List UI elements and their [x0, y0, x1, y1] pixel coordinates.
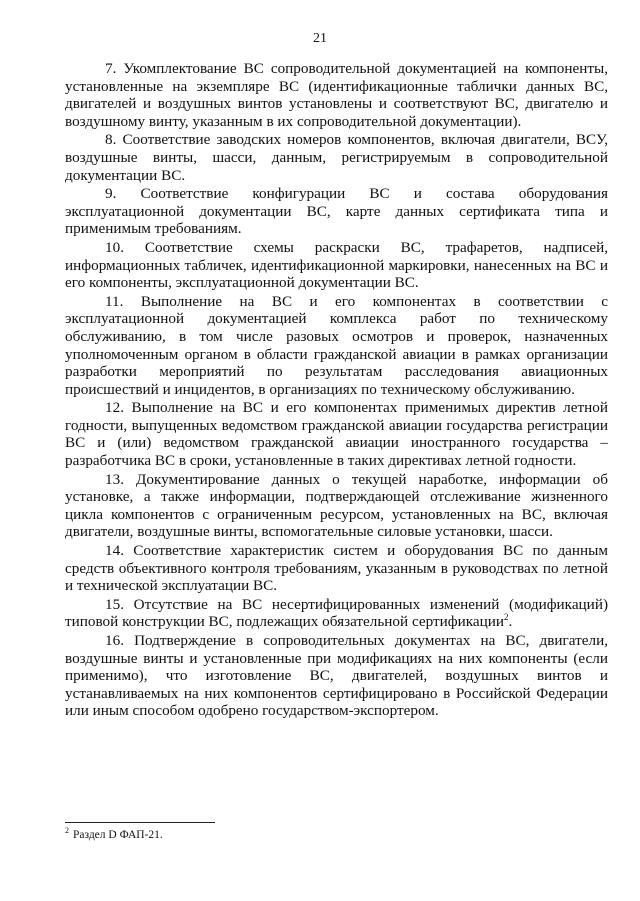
- footnote: [65, 828, 163, 842]
- paragraph-text: Выполнение на ВС и его компонентах в соответствии с эксплуатационной документацией комплекса работ по техническому обслуживанию, в том числе разовых осмотров и проверок, назначенных уполномоченным органом в области гражданской авиации в рамках организации разработки мероприятий по результатам расследования авиационных происшествий и инцидентов, в организациях по техническому обслуживанию.: [65, 292, 609, 398]
- paragraph-text: Соответствие характеристик систем и оборудования ВС по данным средств объективного контроля требованиям, указанным в руководствах по летной и технической эксплуатации ВС.: [65, 542, 608, 595]
- paragraph-text: Укомплектование ВС сопроводительной документацией на компоненты, установленные на экземпляре ВС (идентификационные таблички данных ВС, двигателей и воздушных винтов установлены и соответствуют ВС, двигателю и воздушному винту, указанным в их сопроводительной документации).: [65, 60, 608, 130]
- paragraph-11: [65, 293, 608, 399]
- footnote-text: Раздел D ФАП-21.: [73, 829, 163, 841]
- paragraph-number: 15.: [105, 595, 124, 613]
- paragraph-text: Соответствие заводских номеров компонентов, включая двигатели, ВСУ, воздушные винты, шасси, данным, регистрируемым в сопроводительной документации ВС.: [65, 131, 609, 184]
- paragraph-14: [65, 542, 608, 595]
- document-body: [65, 60, 608, 720]
- paragraph-text: Выполнение на ВС и его компонентах применимых директив летной годности, выпущенных ведомством гражданской авиации государства регистрации ВС и (или) ведомством гражданской авиации иностранного государства – разработчика ВС в сроки, установленные в таких директивах летной годности.: [65, 399, 608, 470]
- paragraph-8: [65, 131, 608, 184]
- paragraph-number: 8.: [105, 131, 117, 149]
- paragraph-number: 7.: [105, 60, 117, 77]
- paragraph-9: [65, 185, 608, 238]
- paragraph-13: [65, 471, 608, 541]
- paragraph-number: 14.: [105, 542, 124, 560]
- paragraph-tail: .: [508, 613, 513, 631]
- paragraph-12: [65, 399, 608, 469]
- paragraph-15: [65, 596, 608, 631]
- footnote-divider: [65, 822, 215, 823]
- paragraph-text: Соответствие схемы раскраски ВС, трафаретов, надписей, информационных табличек, идентификационной маркировки, нанесенных на ВС и его компоненты, эксплуатационной документации ВС.: [65, 238, 609, 292]
- paragraph-number: 10.: [105, 238, 124, 256]
- footnote-marker: 2: [65, 826, 69, 836]
- paragraph-number: 9.: [105, 185, 117, 203]
- paragraph-text: Отсутствие на ВС несертифицированных изменений (модификаций) типовой конструкции ВС, подлежащих обязательной сертификации: [65, 595, 608, 631]
- footnote-reference[interactable]: 2: [504, 612, 509, 623]
- paragraph-10: [65, 239, 608, 292]
- paragraph-16: [65, 632, 608, 720]
- paragraph-number: 11.: [105, 292, 124, 310]
- paragraph-7: [65, 60, 608, 130]
- paragraph-text: Подтверждение в сопроводительных документах на ВС, двигатели, воздушные винты и установленные при модификациях на них компоненты (если применимо), что изготовление ВС, двигателей, воздушных винтов и устанавливаемых на них компонентов сертифицировано в Российской Федерации или иным способом одобрено государством-экспортером.: [65, 632, 608, 720]
- page-number: 21: [313, 31, 327, 46]
- paragraph-number: 12.: [105, 399, 124, 417]
- paragraph-number: 16.: [105, 632, 124, 649]
- paragraph-text: Документирование данных о текущей наработке, информации об установке, а также информации, подтверждающей отслеживание жизненного цикла компонентов с ограниченным ресурсом, установленных на ВС, включая двигатели, воздушные винты, вспомогательные силовые установки, шасси.: [65, 470, 609, 541]
- paragraph-number: 13.: [105, 470, 124, 488]
- paragraph-text: Соответствие конфигурации ВС и состава оборудования эксплуатационной документации ВС, карте данных сертификата типа и применимым требованиям.: [65, 185, 608, 238]
